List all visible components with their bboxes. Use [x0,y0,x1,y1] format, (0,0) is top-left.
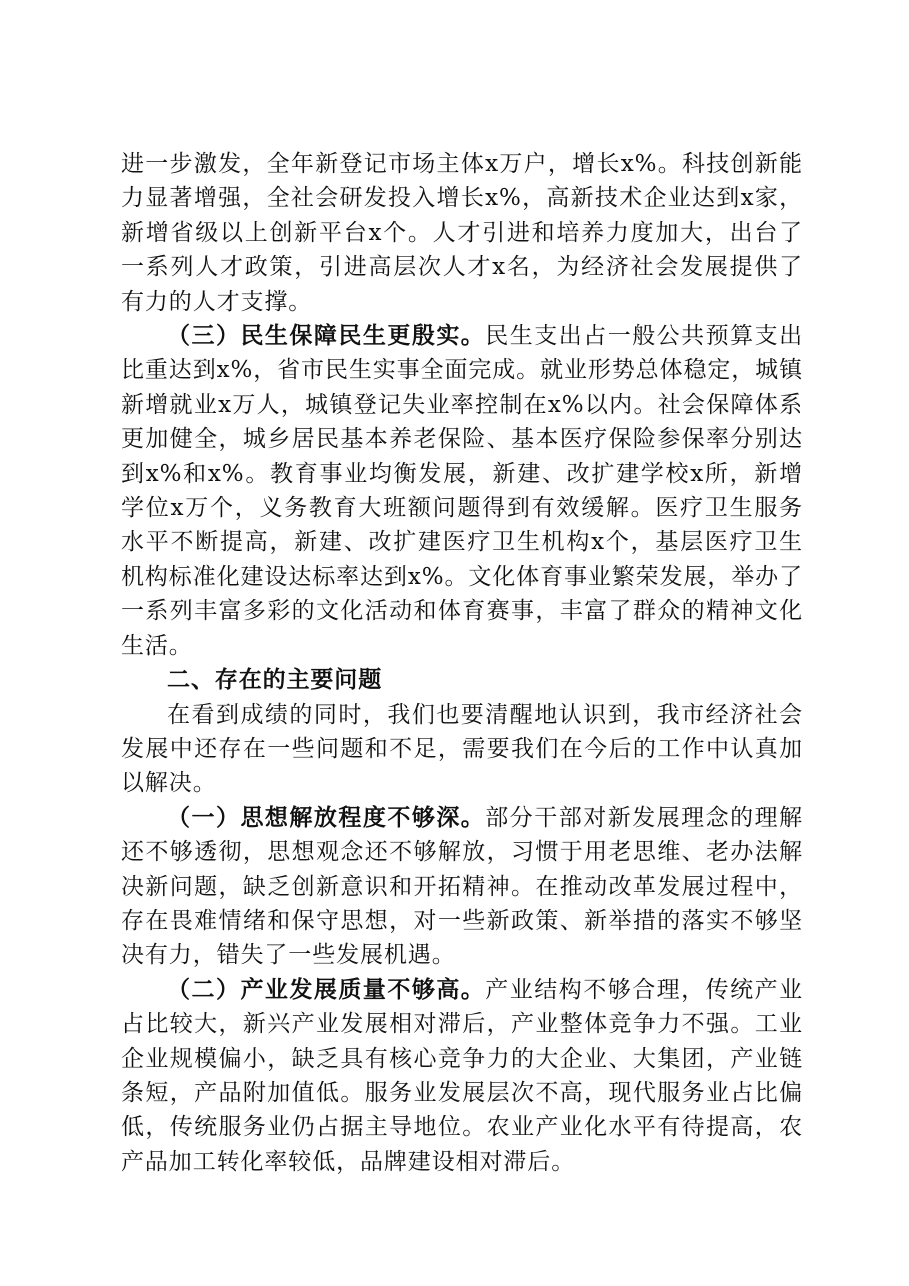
paragraph-talent-innovation: 进一步激发，全年新登记市场主体x万户，增长x%。科技创新能力显著增强，全社会研发投入增长x%，高新技术企业达到x家，新增省级以上创新平台x个。人才引进和培养力度加大，出台了一系列人才政策，引进高层次人才x名，为经济社会发展提供了有力的人才支撑。 [121,151,803,315]
paragraph-livelihood-body: 民生支出占一般公共预算支出比重达到x%，省市民生实事全面完成。就业形势总体稳定，城镇新增就业x万人，城镇登记失业率控制在x%以内。社会保障体系更加健全，城乡居民基本养老保险、基本医疗保险参保率分别达到x%和x%。教育事业均衡发展，新建、改扩建学校x所，新增学位x万个，义务教育大班额问题得到有效缓解。医疗卫生服务水平不断提高，新建、改扩建医疗卫生机构x个，基层医疗卫生机构标准化建设达标率达到x%。文化体育事业繁荣发展，举办了一系列丰富多彩的文化活动和体育赛事，丰富了群众的精神文化生活。 [121,323,804,659]
subheading-livelihood: （三）民生保障民生更殷实。 [167,323,486,350]
section-heading-problems: 二、存在的主要问题 [167,667,383,694]
paragraph-ideology [121,801,803,973]
document-body [121,147,803,1179]
paragraph-livelihood [121,319,803,663]
subheading-ideology: （一）思想解放程度不够深。 [167,804,486,831]
paragraph-industry-body: 产业结构不够合理，传统产业占比较大，新兴产业发展相对滞后，产业整体竞争力不强。工业企业规模偏小，缺乏具有核心竞争力的大企业、大集团，产业链条短，产品附加值低。服务业发展层次不高，现代服务业占比偏低，传统服务业仍占据主导地位。农业产业化水平有待提高，农产品加工转化率较低，品牌建设相对滞后。 [121,976,804,1175]
paragraph-ideology-body: 部分干部对新发展理念的理解还不够透彻，思想观念还不够解放，习惯于用老思维、老办法解决新问题，缺乏创新意识和开拓精神。在推动改革发展过程中，存在畏难情绪和保守思想，对一些新政策、新举措的落实不够坚决有力，错失了一些发展机遇。 [121,804,804,969]
paragraph-problems-intro: 在看到成绩的同时，我们也要清醒地认识到，我市经济社会发展中还存在一些问题和不足，需要我们在今后的工作中认真加以解决。 [121,701,803,797]
subheading-industry: （二）产业发展质量不够高。 [167,976,486,1003]
paragraph-industry [121,973,803,1179]
